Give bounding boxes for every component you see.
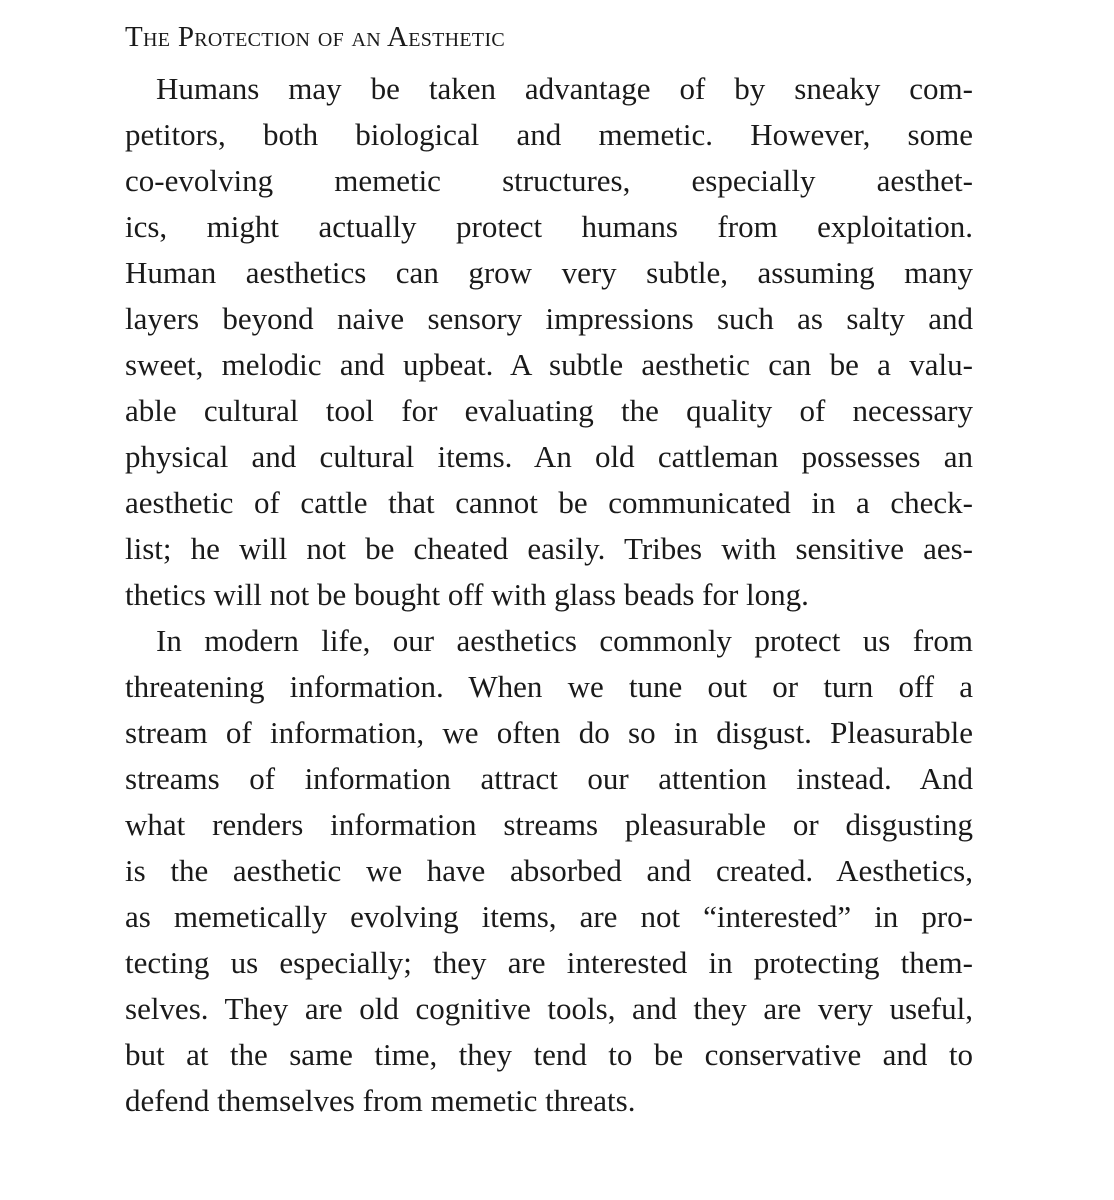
text-line: physical and cultural items. An old cattleman possesses an: [125, 439, 973, 474]
text-line: as memetically evolving items, are not “interested” in pro-: [125, 899, 973, 934]
text-line: is the aesthetic we have absorbed and created. Aesthetics,: [125, 853, 973, 888]
text-line: layers beyond naive sensory impressions such as salty and: [125, 301, 973, 336]
paragraph-1: [125, 66, 973, 618]
text-line: sweet, melodic and upbeat. A subtle aesthetic can be a valu-: [125, 347, 973, 382]
section-heading: The Protection of an Aesthetic: [125, 21, 506, 53]
text-line: ics, might actually protect humans from exploitation.: [125, 209, 973, 244]
paragraph-2: [125, 618, 973, 1124]
text-line: In modern life, our aesthetics commonly protect us from: [156, 623, 973, 658]
text-line: Human aesthetics can grow very subtle, assuming many: [125, 255, 973, 290]
text-line: petitors, both biological and memetic. However, some: [125, 117, 973, 152]
text-line: what renders information streams pleasurable or disgusting: [125, 807, 973, 842]
text-line: aesthetic of cattle that cannot be communicated in a check-: [125, 485, 973, 520]
book-page: [125, 14, 973, 1124]
text-line: streams of information attract our attention instead. And: [125, 761, 973, 796]
text-line: co-evolving memetic structures, especially aesthet-: [125, 163, 973, 198]
text-line: stream of information, we often do so in disgust. Pleasurable: [125, 715, 973, 750]
text-line: tecting us especially; they are interested in protecting them-: [125, 945, 973, 980]
text-line: thetics will not be bought off with glass beads for long.: [125, 577, 809, 612]
text-line: selves. They are old cognitive tools, and they are very useful,: [125, 991, 973, 1026]
text-line: able cultural tool for evaluating the quality of necessary: [125, 393, 973, 428]
text-line: threatening information. When we tune out or turn off a: [125, 669, 973, 704]
text-line: defend themselves from memetic threats.: [125, 1083, 636, 1118]
text-line: list; he will not be cheated easily. Tribes with sensitive aes-: [125, 531, 973, 566]
text-line: Humans may be taken advantage of by sneaky com-: [156, 71, 973, 106]
text-line: but at the same time, they tend to be conservative and to: [125, 1037, 973, 1072]
